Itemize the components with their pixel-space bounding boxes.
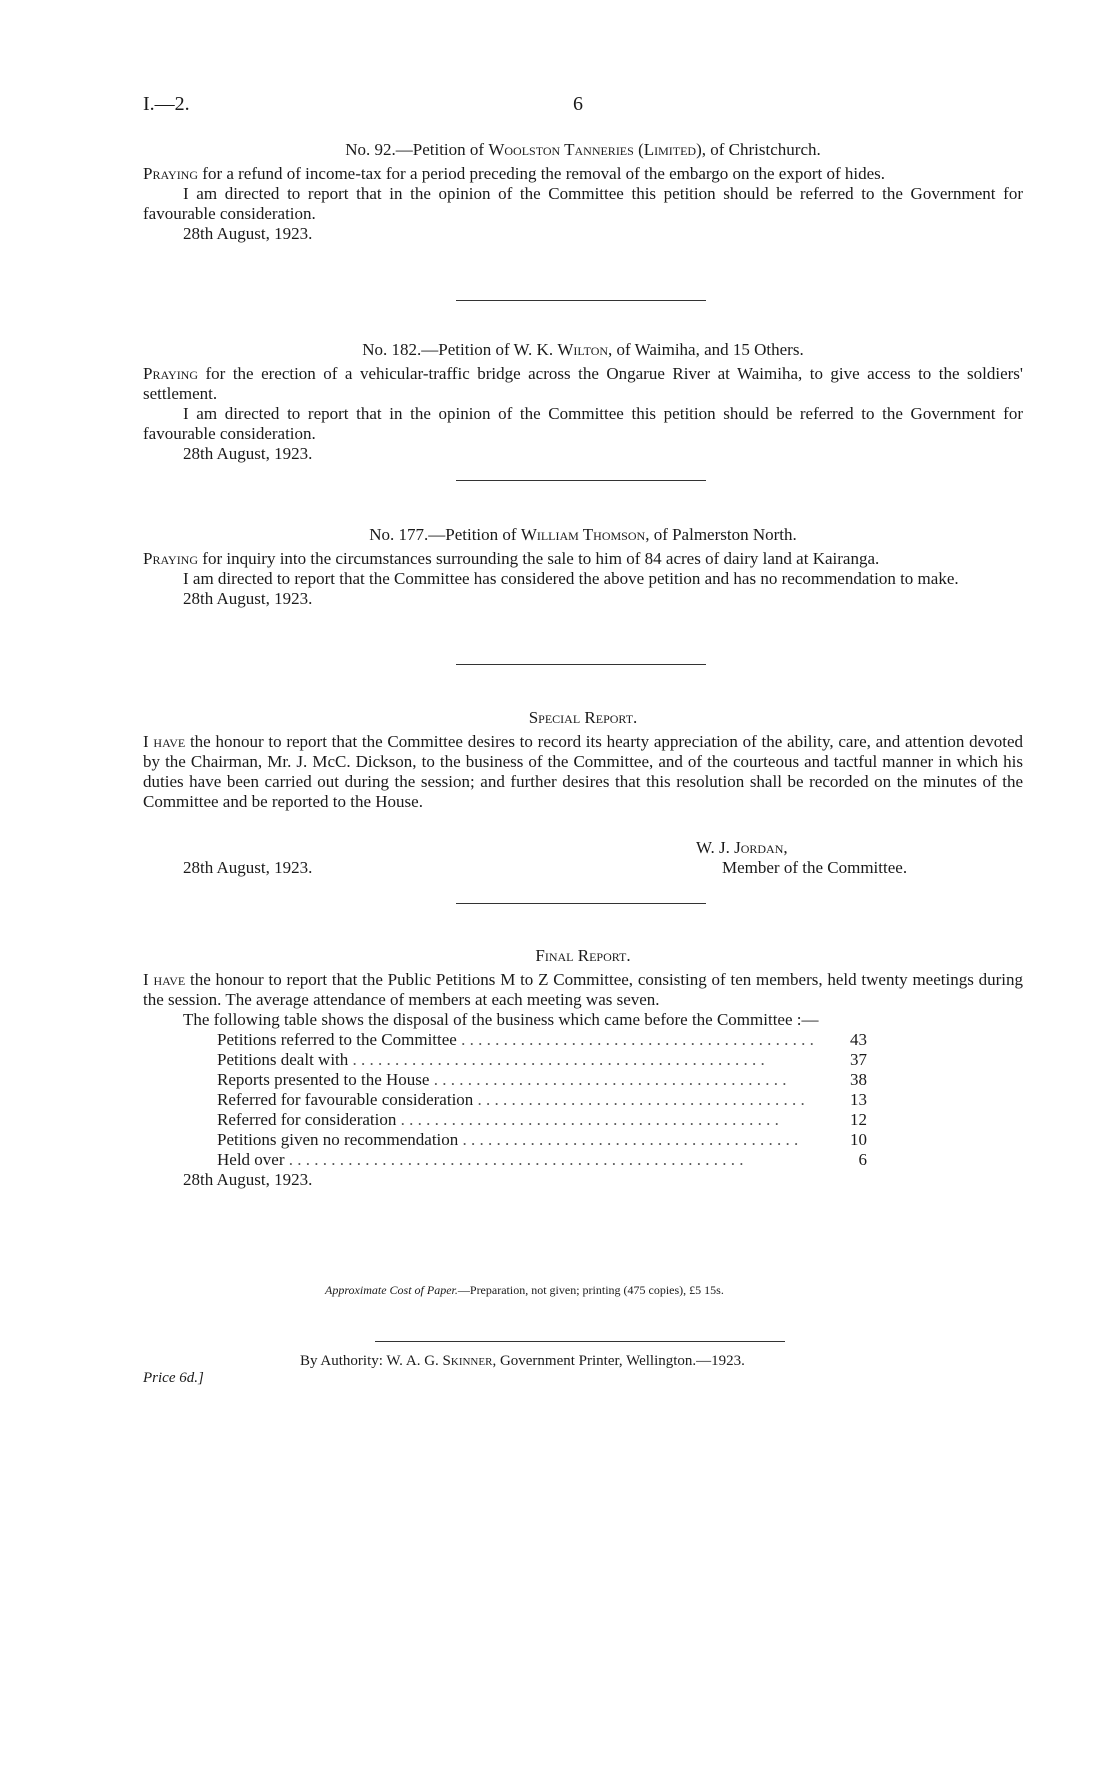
table-row: Petitions dealt with . . . . . . . . . . . . . . . . . . . . . . . . . . . . . . . . . . . . . . . . . . . . . . . . . 37 xyxy=(217,1050,867,1069)
signatory-role: Member of the Committee. xyxy=(722,858,908,877)
petition-entry xyxy=(143,525,1023,609)
disposal-table xyxy=(217,1030,867,1170)
praying-paragraph: Praying for inquiry into the circumstances surrounding the sale to him of 84 acres of dairy land at Kairanga. xyxy=(143,549,880,568)
table-intro: The following table shows the disposal of the business which came before the Committee :— xyxy=(183,1010,819,1029)
special-report-body: I have the honour to report that the Committee desires to record its hearty appreciation of the ability, care, and attention devoted by the Chairman, Mr. J. McC. Dickson, to the business of the Committee, and of the courteous and tactful manner in which his duties have been carried out during the session; and further desires that this resolution shall be recorded on the minutes of the Committee and be reported to the House. xyxy=(143,732,1023,811)
signatory-name: W. J. Jordan, xyxy=(696,838,788,857)
final-report-body: I have the honour to report that the Public Petitions M to Z Committee, consisting of ten members, held twenty meetings during the session. The average attendance of members at each meeting was seven. xyxy=(143,970,1023,1009)
committee-report: I am directed to report that in the opinion of the Committee this petition should be referred to the Government for favourable consideration. xyxy=(143,184,1023,223)
section-divider xyxy=(456,903,706,904)
final-report-date: 28th August, 1923. xyxy=(183,1170,313,1189)
table-row: Held over . . . . . . . . . . . . . . . . . . . . . . . . . . . . . . . . . . . . . . . . . . . . . . . . . . . . . . 6 xyxy=(217,1150,867,1169)
final-report-heading: Final Report. xyxy=(535,946,631,965)
special-report-date: 28th August, 1923. xyxy=(183,858,313,877)
special-report xyxy=(143,708,1023,812)
petition-entry xyxy=(143,140,1023,244)
footer-divider xyxy=(375,1341,785,1342)
table-row: Reports presented to the House . . . . . . . . . . . . . . . . . . . . . . . . . . . . . . . . . . . . . . . . . . 38 xyxy=(217,1070,867,1089)
page-number: 6 xyxy=(573,93,583,115)
section-divider xyxy=(456,664,706,665)
report-date: 28th August, 1923. xyxy=(183,224,313,243)
petition-title: No. 92.—Petition of Woolston Tanneries (Limited), of Christchurch. xyxy=(345,140,821,159)
petition-title: No. 182.—Petition of W. K. Wilton, of Waimiha, and 15 Others. xyxy=(362,340,804,359)
report-date: 28th August, 1923. xyxy=(183,589,313,608)
table-row: Referred for consideration . . . . . . . . . . . . . . . . . . . . . . . . . . . . . . . . . . . . . . . . . . . . . 12 xyxy=(217,1110,867,1129)
petitioner-name: Wilton xyxy=(557,340,609,359)
table-row: Petitions referred to the Committee . . . . . . . . . . . . . . . . . . . . . . . . . . . . . . . . . . . . . . . . . . 43 xyxy=(217,1030,867,1049)
petition-entry xyxy=(143,340,1023,464)
petitioner-name: William Thomson xyxy=(520,525,646,544)
section-divider xyxy=(456,300,706,301)
cost-of-paper: Approximate Cost of Paper.—Preparation, not given; printing (475 copies), £5 15s. xyxy=(325,1283,724,1297)
special-report-heading: Special Report. xyxy=(528,708,638,727)
price: Price 6d.] xyxy=(143,1370,204,1386)
paper-reference: I.—2. xyxy=(143,93,190,115)
report-date: 28th August, 1923. xyxy=(183,444,313,463)
praying-paragraph: Praying for a refund of income-tax for a period preceding the removal of the embargo on the export of hides. xyxy=(143,164,886,183)
printer-authority: By Authority: W. A. G. Skinner, Government Printer, Wellington.—1923. xyxy=(300,1353,745,1369)
table-row: Referred for favourable consideration . . . . . . . . . . . . . . . . . . . . . . . . . . . . . . . . . . . . . . . 13 xyxy=(217,1090,867,1109)
final-report xyxy=(143,946,1023,1190)
praying-paragraph: Praying for the erection of a vehicular-traffic bridge across the Ongarue River at Waimiha, to give access to the soldiers' settlement. xyxy=(143,364,1023,403)
committee-report: I am directed to report that in the opinion of the Committee this petition should be referred to the Government for favourable consideration. xyxy=(143,404,1023,443)
table-row: Petitions given no recommendation . . . . . . . . . . . . . . . . . . . . . . . . . . . . . . . . . . . . . . . . 10 xyxy=(217,1130,867,1149)
committee-report: I am directed to report that the Committee has considered the above petition and has no recommendation to make. xyxy=(183,569,959,588)
petition-title: No. 177.—Petition of William Thomson, of Palmerston North. xyxy=(369,525,797,544)
petitioner-name: Woolston Tanneries (Limited) xyxy=(488,140,702,159)
section-divider xyxy=(456,480,706,481)
